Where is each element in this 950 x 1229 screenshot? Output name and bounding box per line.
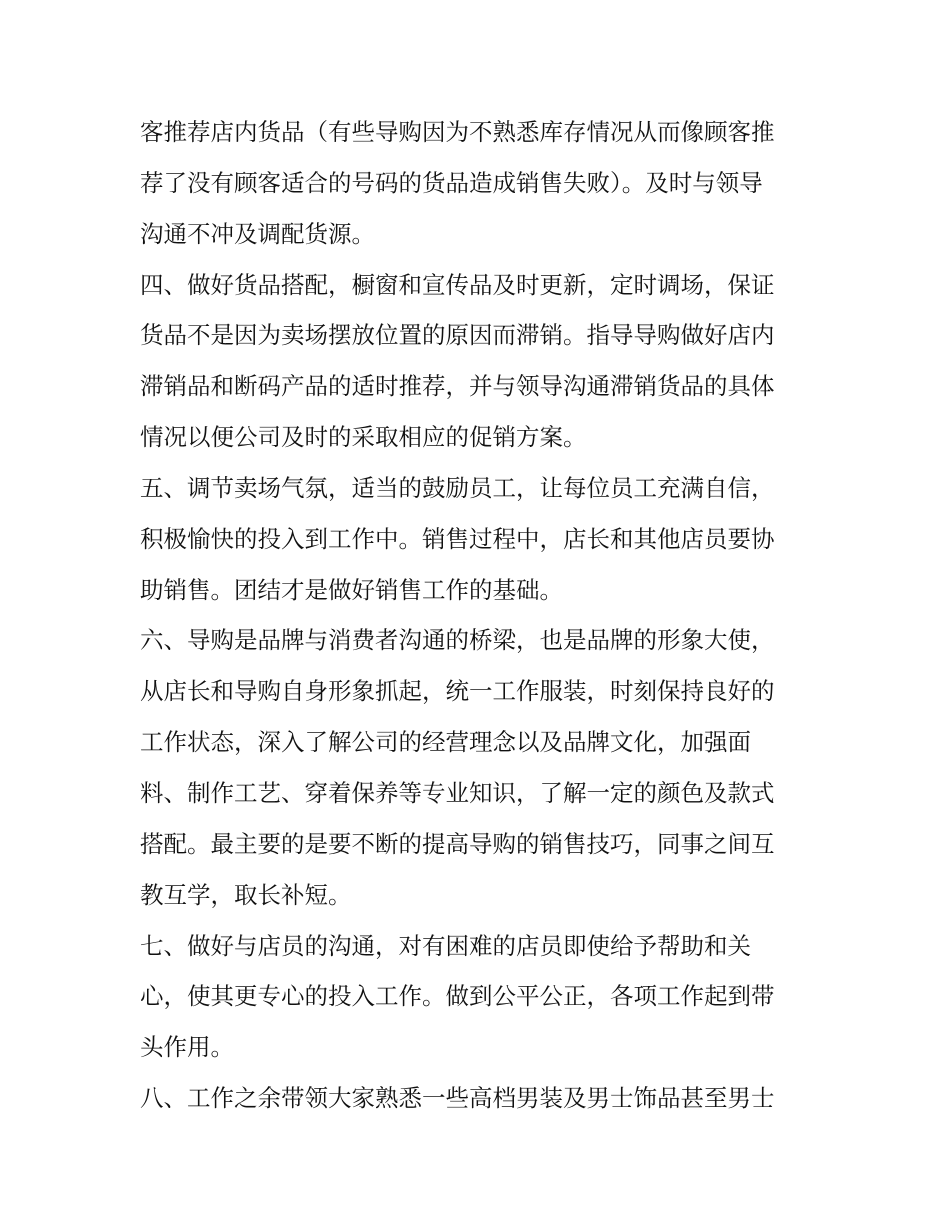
document-body [140,107,820,1124]
text-line: 积极愉快的投入到工作中。销售过程中，店长和其他店员要协 [140,524,775,553]
text-line: 八、工作之余带领大家熟悉一些高档男装及男士饰品甚至男士 [140,1084,775,1113]
text-line: 助销售。团结才是做好销售工作的基础。 [140,575,563,604]
text-line: 头作用。 [140,1033,234,1062]
text-line: 料、制作工艺、穿着保养等专业知识，了解一定的颜色及款式 [140,778,775,807]
text-line: 七、做好与店员的沟通，对有困难的店员即使给予帮助和关 [140,931,751,960]
text-line: 搭配。最主要的是要不断的提高导购的销售技巧，同事之间互 [140,829,775,858]
text-line: 客推荐店内货品（有些导购因为不熟悉库存情况从而像顾客推 [140,118,775,146]
text-line: 心，使其更专心的投入工作。做到公平公正，各项工作起到带 [140,982,775,1011]
text-line: 从店长和导购自身形象抓起，统一工作服装，时刻保持良好的 [140,677,775,706]
text-line: 情况以便公司及时的采取相应的促销方案。 [140,423,587,452]
text-line: 滞销品和断码产品的适时推荐，并与领导沟通滞销货品的具体 [140,372,775,401]
text-line: 货品不是因为卖场摆放位置的原因而滞销。指导导购做好店内 [140,321,775,350]
text-line: 六、导购是品牌与消费者沟通的桥梁，也是品牌的形象大使， [140,626,775,655]
text-line: 沟通不冲及调配货源。 [140,219,375,248]
text-line: 工作状态，深入了解公司的经营理念以及品牌文化，加强面 [140,728,751,757]
text-line: 四、做好货品搭配，橱窗和宣传品及时更新，定时调场，保证 [140,270,775,299]
text-line: 五、调节卖场气氛，适当的鼓励员工，让每位员工充满自信， [140,473,775,502]
text-line: 教互学，取长补短。 [140,880,352,909]
text-line: 荐了没有顾客适合的号码的货品造成销售失败）。及时与领导 [140,168,763,197]
